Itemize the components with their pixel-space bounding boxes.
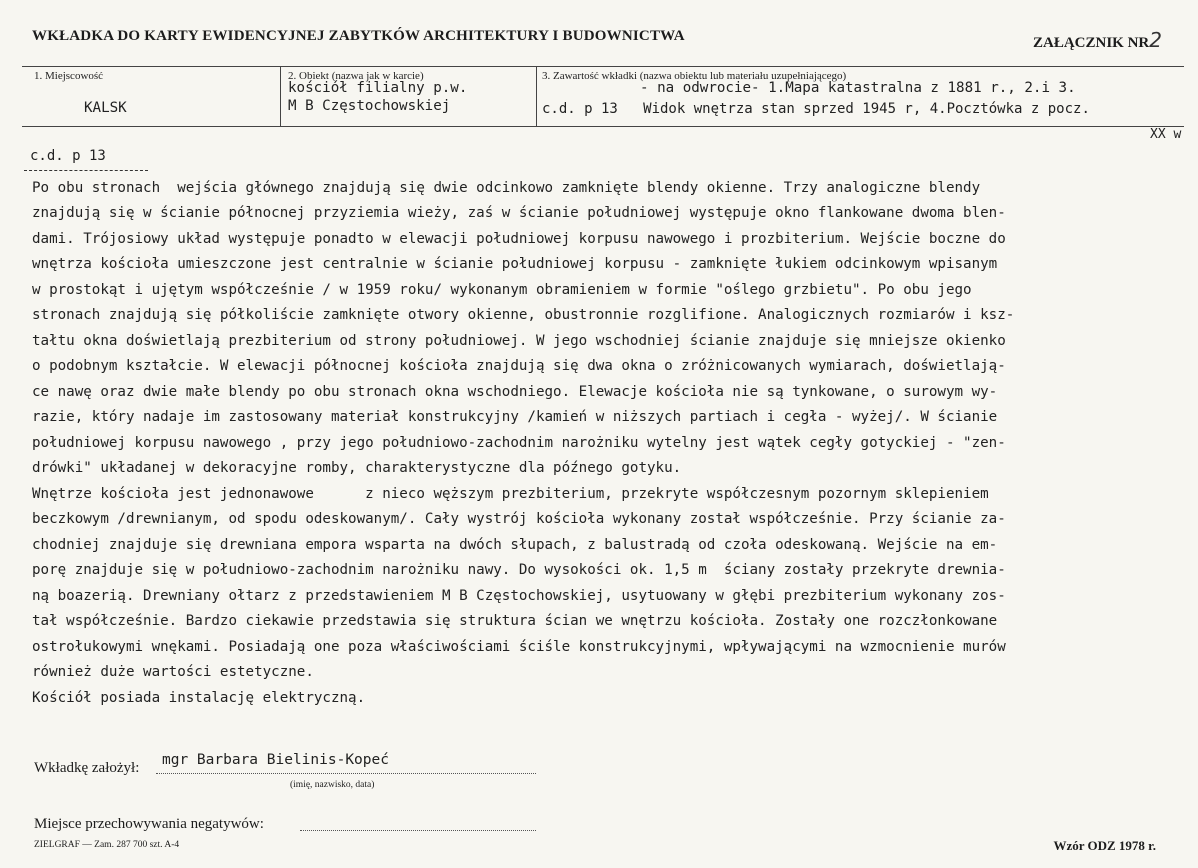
content-line-3: XX w [1150,127,1182,142]
body-line: porę znajduje się w południowo-zachodnim narożniku nawy. Do wysokości ok. 1,5 m ściany zostały przekryte drewnia- [32,562,1006,578]
body-line: razie, który nadaje im zastosowany materiał konstrukcyjny /kamień w niższych partiach i cegła - wyżej/. W ścianie [32,409,998,425]
negatives-location-line [300,830,536,831]
body-line: stronach znajdują się półkoliście zamknięte otwory okienne, obustronnie rozglifione. Analogicznych rozmiarów i ksz- [32,307,1015,323]
object-line-2: M B Częstochowskiej [288,98,451,114]
body-line: tał współcześnie. Bardzo ciekawie przedstawia się struktura ścian we wnętrzu kościoła. Zostały one rozczłonkowane [32,613,998,629]
object-line-1: kościół filialny p.w. [288,80,468,96]
body-line: znajdują się w ścianie północnej przyziemia wieży, zaś w ścianie południowej występuje okno flankowane dwoma blen- [32,205,1006,221]
body-line: również duże wartości estetyczne. [32,664,314,680]
body-line: chodniej znajduje się drewniana empora wsparta na dwóch słupach, z balustradą od czoła odeskowaną. Wejście na em- [32,537,998,553]
continuation-heading: c.d. p 13 [30,148,106,164]
form-header [32,28,1168,54]
body-line: południowej korpusu nawowego , przy jego południowo-zachodnim narożniku wytelny jest wątek cegły gotyckiej - "zen- [32,435,1006,451]
form-title: WKŁADKA DO KARTY EWIDENCYJNEJ ZABYTKÓW ARCHITEKTURY I BUDOWNICTWA [32,28,685,44]
body-line: Kościół posiada instalację elektryczną. [32,690,366,706]
body-line: o podobnym kształcie. W elewacji północnej kościoła znajdują się dwa okna o zróżnicowanych wymiarach, doświetlają- [32,358,1006,374]
bottom-rule [22,126,1184,127]
body-line: wnętrza kościoła umieszczone jest centralnie w ścianie południowej korpusu - zamknięte łukiem odcinkowym wpisanym [32,256,998,272]
printer-note: ZIELGRAF — Zam. 287 700 szt. A-4 [34,840,180,850]
author-underline [156,773,536,774]
body-line: ce nawę oraz dwie małe blendy po obu stronach okna wschodniego. Elewacje kościoła nie są tynkowane, o surowym wy- [32,384,998,400]
name-hint: (imię, nazwisko, data) [290,780,375,790]
body-line: ną boazerią. Drewniany ołtarz z przedstawieniem M B Częstochowskiej, usytuowany w głębi prezbiterium wykonany zos- [32,588,1006,604]
annex-number: 2 [1149,28,1162,52]
body-line: w prostokąt i ujętym współcześnie / w 1959 roku/ wykonanym obramieniem w formie "oślego grzbietu". Po obu jego [32,282,972,298]
negatives-location-label: Miejsce przechowywania negatywów: [34,816,264,832]
locality-label: 1. Miejscowość [34,70,104,82]
top-rule [22,66,1184,67]
content-line-1: - na odwrocie- 1.Mapa katastralna z 1881 r., 2.i 3. [640,80,1076,96]
column-divider-2 [536,66,537,126]
content-label: 3. Zawartość wkładki (nazwa obiektu lub materiału uzupełniającego) [542,70,847,82]
column-divider-1 [280,66,281,126]
insert-author-label: Wkładkę założył: [34,760,140,776]
content-line-2: c.d. p 13 Widok wnętrza stan sprzed 1945 r, 4.Pocztówka z pocz. [542,101,1090,117]
heading-underline [24,170,148,171]
annex-label [1033,28,1162,52]
form-pattern: Wzór ODZ 1978 r. [1053,838,1156,853]
body-line: beczkowym /drewnianym, od spodu odeskowanym/. Cały wystrój kościoła wykonany został współcześnie. Przy ścianie za- [32,511,1006,527]
body-line: Wnętrze kościoła jest jednonawowe z nieco węższym prezbiterium, przekryte współczesnym pozornym sklepieniem [32,486,989,502]
locality-value: KALSK [84,100,127,116]
body-line: Po obu stronach wejścia głównego znajdują się dwie odcinkowo zamknięte blendy okienne. Trzy analogiczne blendy [32,180,981,196]
object-label: 2. Obiekt (nazwa jak w karcie) [288,70,424,82]
annex-label-text: ZAŁĄCZNIK NR [1033,35,1150,51]
insert-author-value: mgr Barbara Bielinis-Kopeć [162,752,389,768]
body-line: drówki" układanej w dekoracyjne romby, charakterystyczne dla późnego gotyku. [32,460,682,476]
body-line: tałtu okna doświetlają prezbiterium od strony południowej. W jego wschodniej ścianie znajduje się mniejsze okienko [32,333,1006,349]
body-line: dami. Trójosiowy układ występuje ponadto w elewacji południowej korpusu nawowego i prozbiterium. Wejście boczne do [32,231,1006,247]
body-line: ostrołukowymi wnękami. Posiadają one poza właściwościami ściśle konstrukcyjnymi, wpływającymi na wzmocnienie murów [32,639,1006,655]
